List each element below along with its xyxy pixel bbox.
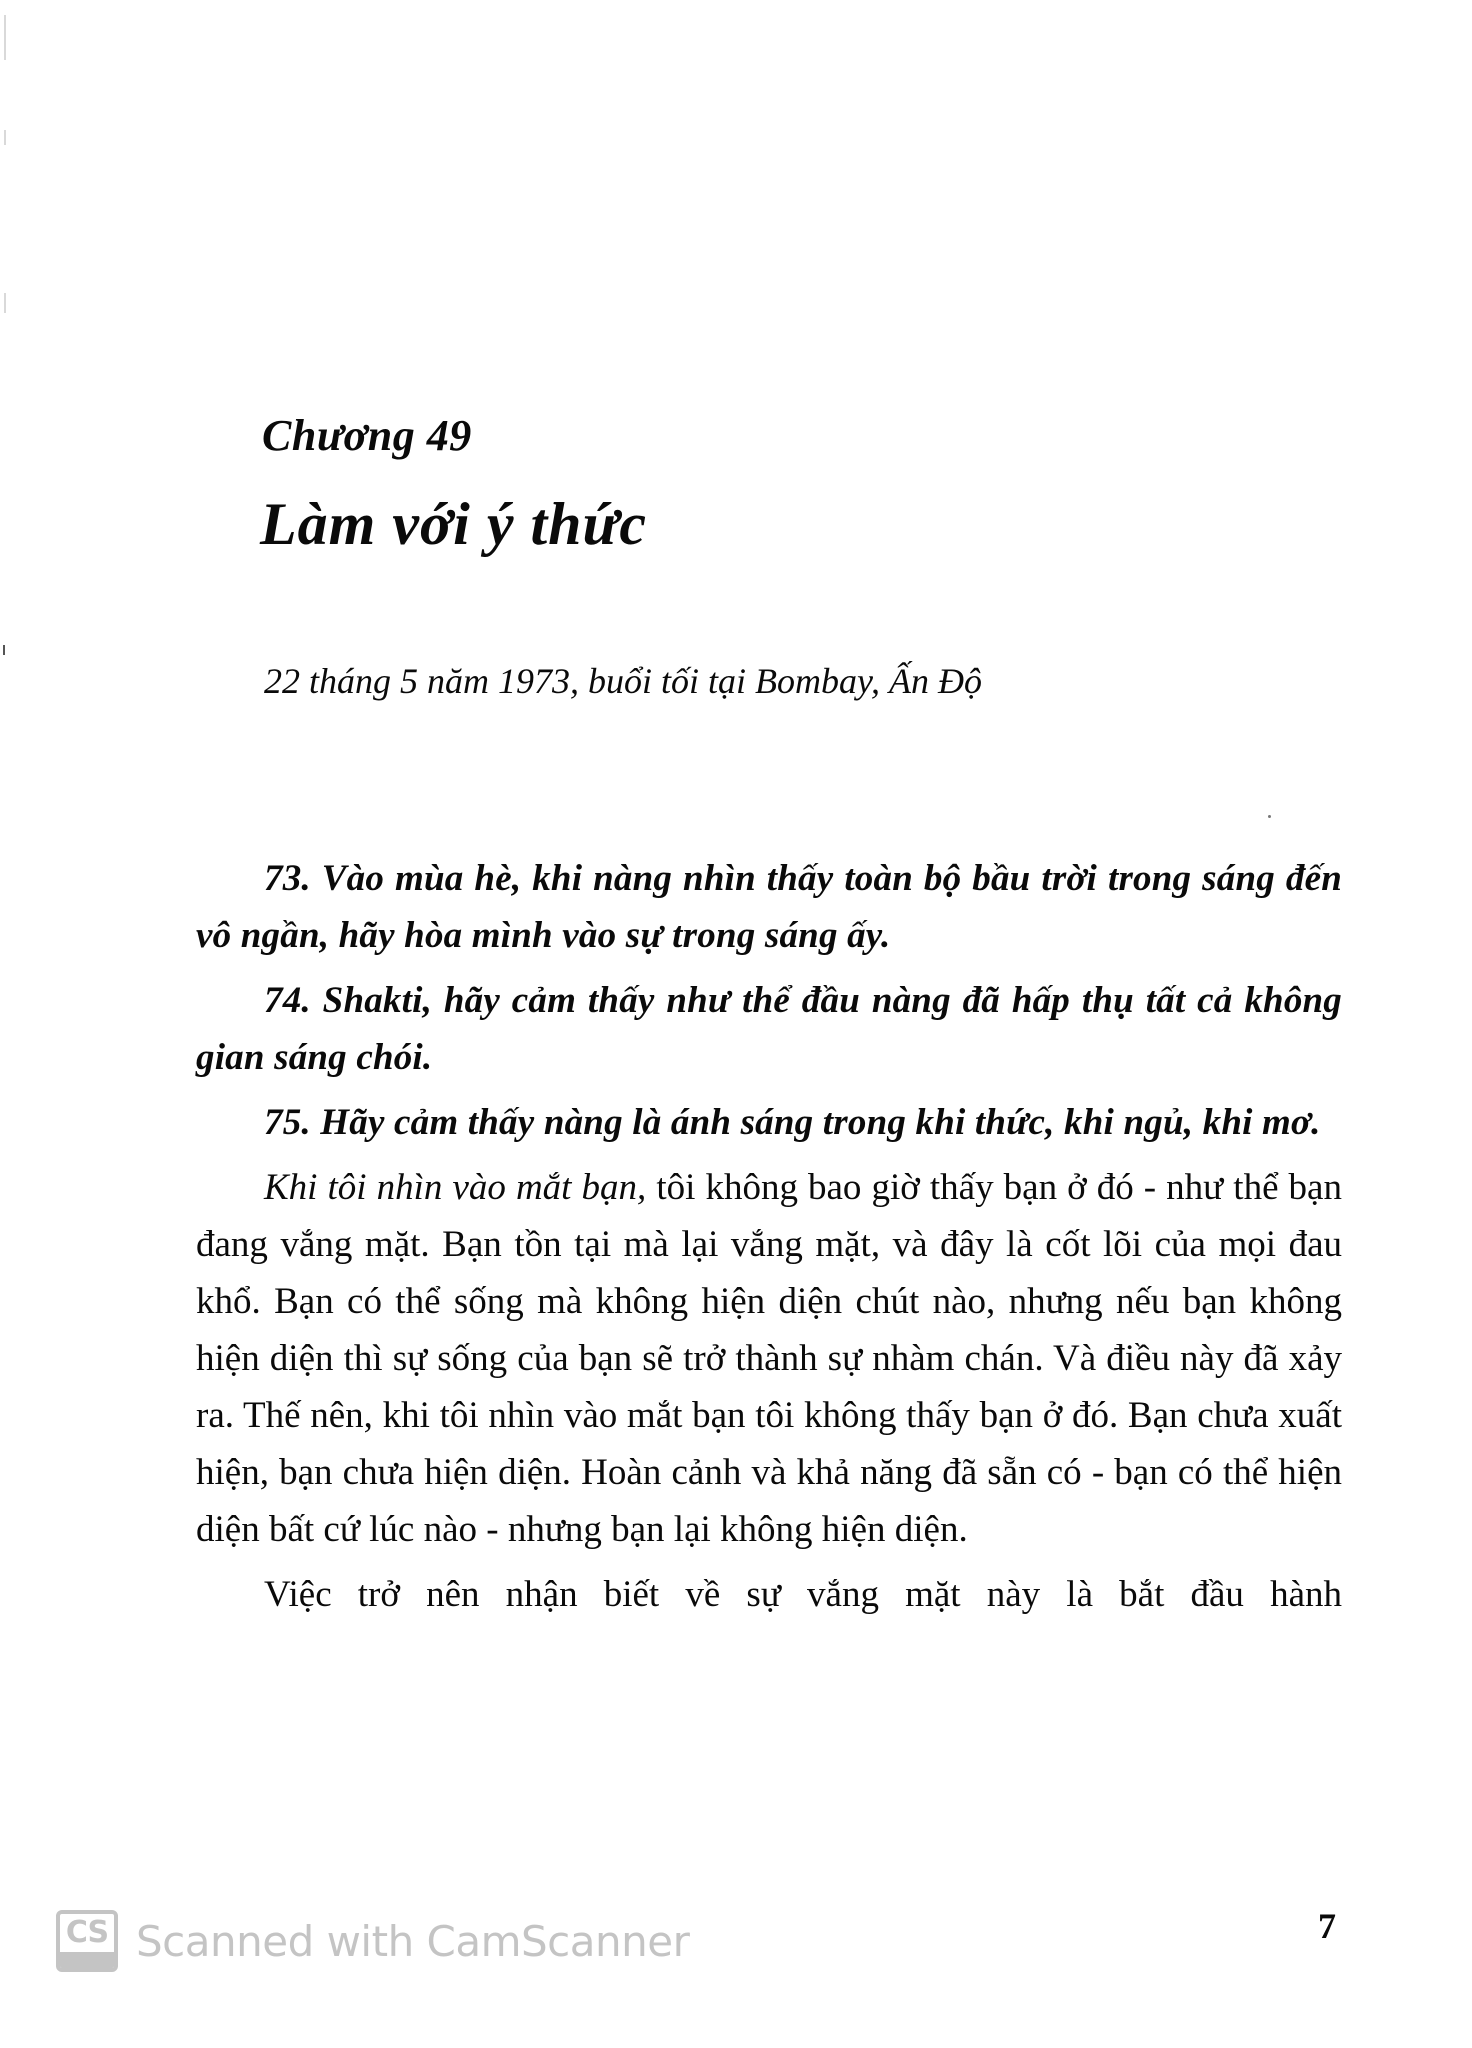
scan-speck <box>1268 815 1271 818</box>
scan-artifact <box>4 293 6 313</box>
watermark-text: Scanned with CamScanner <box>136 1916 690 1966</box>
paragraph-text: tôi không bao giờ thấy bạn ở đó - như thể bạn đang vắng mặt. Bạn tồn tại mà lại vắng mặt, và đây là cốt lõi của mọi đau khổ. Bạn có thể sống mà không hiện diện chút nào, nhưng nếu bạn không hiện diện thì sự sống của bạn sẽ trở thành sự nhàm chán. Và điều này đã xảy ra. Thế nên, khi tôi nhìn vào mắt bạn tôi không thấy bạn ở đó. Bạn chưa xuất hiện, bạn chưa hiện diện. Hoàn cảnh và khả năng đã sẵn có - bạn có thể hiện diện bất cứ lúc nào - nhưng bạn lại không hiện diện. <box>196 1167 1342 1550</box>
italic-lead-phrase: Khi tôi nhìn vào mắt bạn, <box>264 1167 647 1208</box>
scan-artifact <box>4 130 6 145</box>
verse-74: 74. Shakti, hãy cảm thấy như thể đầu nàng đã hấp thụ tất cả không gian sáng chói. <box>196 980 1342 1078</box>
page-content <box>196 850 1342 1631</box>
camscanner-logo-icon <box>56 1910 118 1972</box>
verse-73: 73. Vào mùa hè, khi nàng nhìn thấy toàn bộ bầu trời trong sáng đến vô ngần, hãy hòa mình vào sự trong sáng ấy. <box>196 858 1342 956</box>
page-number: 7 <box>1318 1906 1336 1946</box>
logo-text: CS <box>65 1915 109 1950</box>
scan-artifact <box>4 15 6 60</box>
paragraph-text: Việc trở nên nhận biết về sự vắng mặt này là bắt đầu hành <box>264 1574 1342 1615</box>
logo-bar <box>60 1952 114 1968</box>
chapter-date: 22 tháng 5 năm 1973, buổi tối tại Bombay, Ấn Độ <box>264 661 982 701</box>
camscanner-watermark <box>56 1910 689 1972</box>
chapter-label: Chương 49 <box>262 411 472 460</box>
verse-75: 75. Hãy cảm thấy nàng là ánh sáng trong khi thức, khi ngủ, khi mơ. <box>264 1102 1321 1143</box>
scan-artifact <box>3 645 5 655</box>
chapter-title: Làm với ý thức <box>260 491 648 557</box>
body-paragraph-1 <box>196 1159 1342 1558</box>
body-paragraph-2 <box>196 1566 1342 1623</box>
